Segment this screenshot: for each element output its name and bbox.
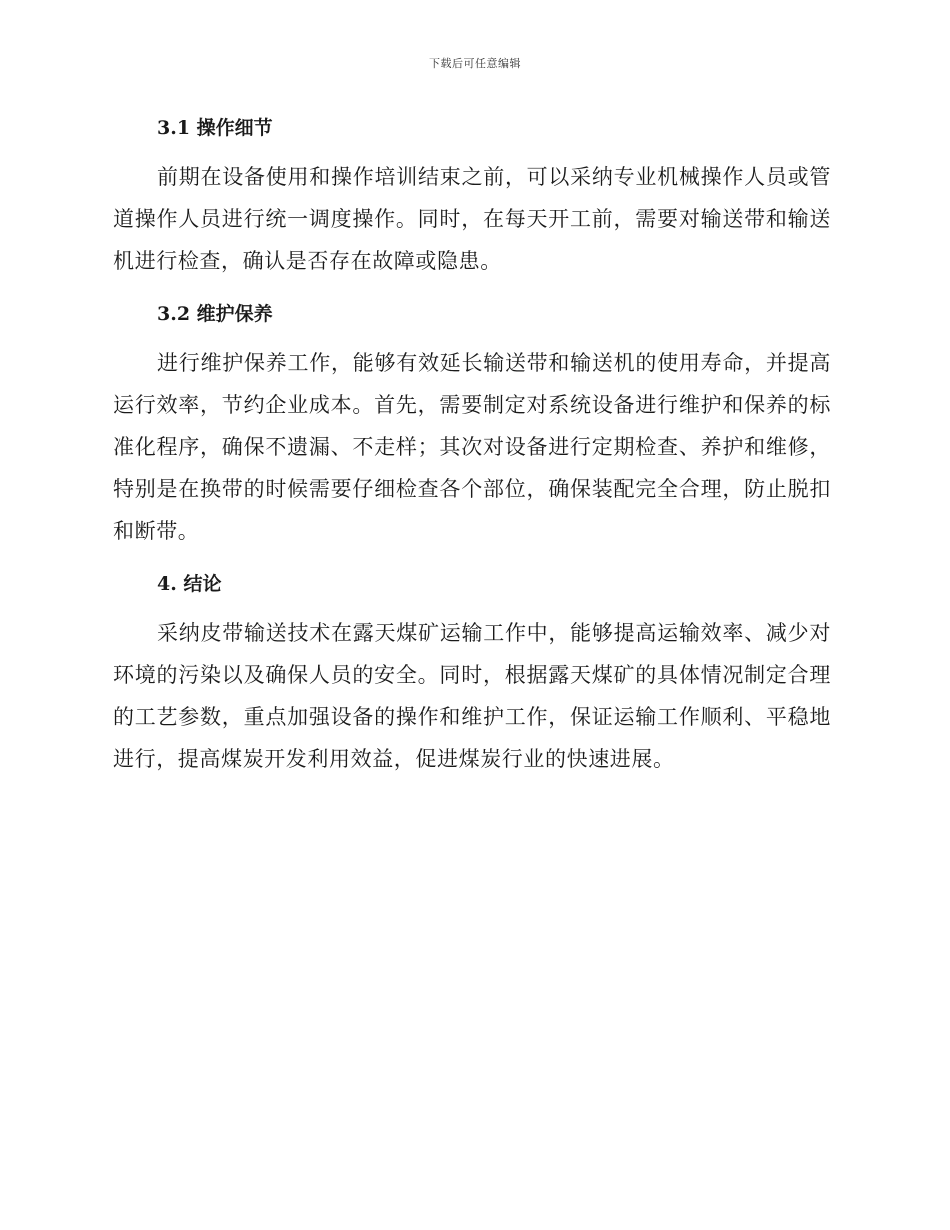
section-paragraph-3-2: 进行维护保养工作，能够有效延长输送带和输送机的使用寿命，并提高运行效率，节约企业成本。首先，需要制定对系统设备进行维护和保养的标准化程序，确保不遗漏、不走样；其次对设备进行定期检查、养护和维修，特别是在换带的时候需要仔细检查各个部位，确保装配完全合理，防止脱扣和断带。 <box>113 351 831 543</box>
section-paragraph-3-1: 前期在设备使用和操作培训结束之前，可以采纳专业机械操作人员或管道操作人员进行统一调度操作。同时，在每天开工前，需要对输送带和输送机进行检查，确认是否存在故障或隐患。 <box>113 165 831 273</box>
section-heading-3-2: 3.2 维护保养 <box>157 303 273 325</box>
section-heading-4: 4. 结论 <box>157 573 222 595</box>
section-paragraph-4: 采纳皮带输送技术在露天煤矿运输工作中，能够提高运输效率、减少对环境的污染以及确保人员的安全。同时，根据露天煤矿的具体情况制定合理的工艺参数，重点加强设备的操作和维护工作，保证运输工作顺利、平稳地进行，提高煤炭开发利用效益，促进煤炭行业的快速进展。 <box>113 621 831 771</box>
document-body <box>113 108 831 792</box>
section-heading-3-1: 3.1 操作细节 <box>157 117 273 139</box>
page-header-note: 下载后可任意编辑 <box>429 57 521 70</box>
